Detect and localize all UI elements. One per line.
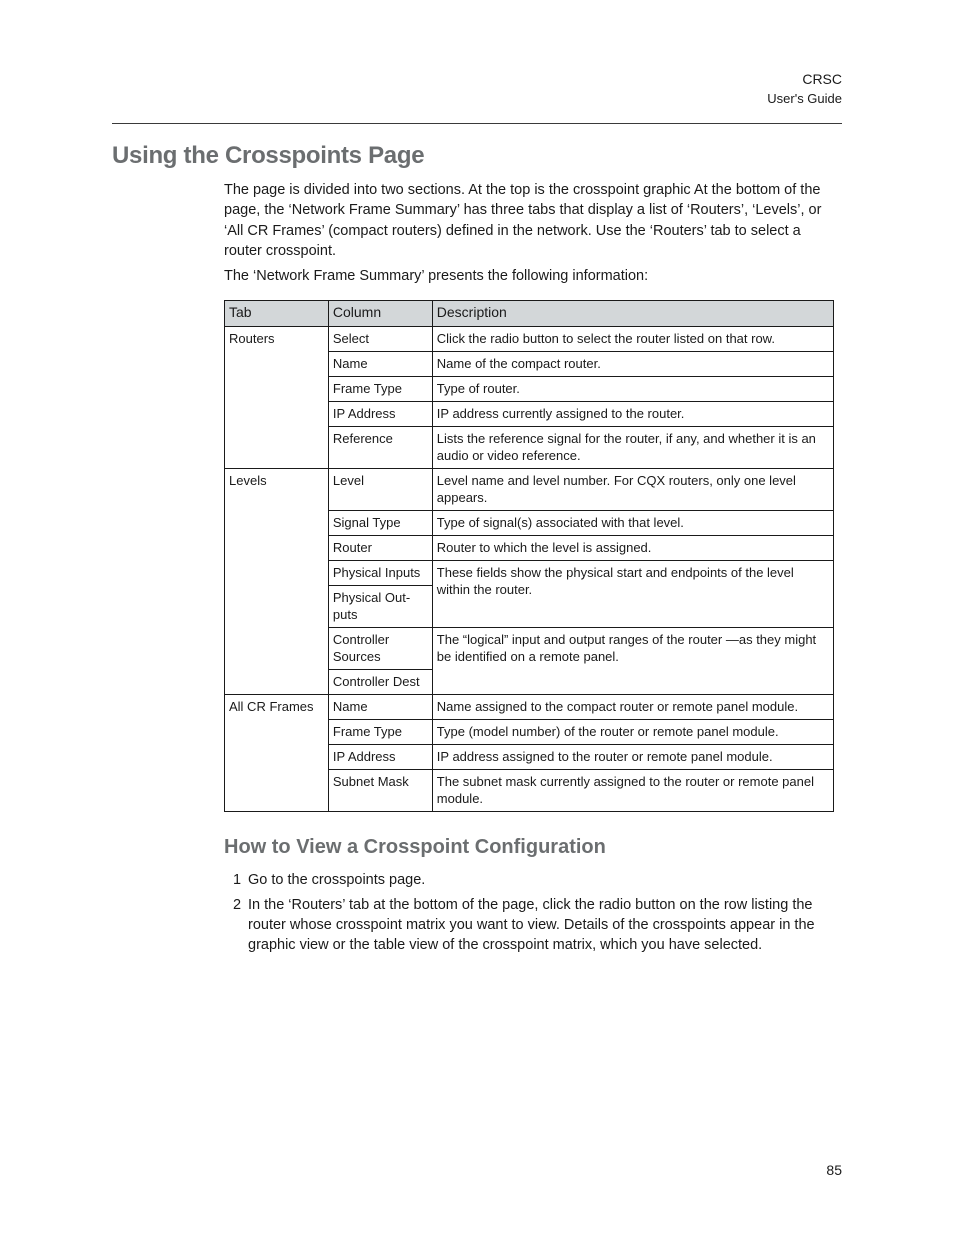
- step-text: In the ‘Routers’ tab at the bottom of the page, click the radio button on the row listing the router whose crosspoint matrix you want to view. Details of the crosspoints appear in the graphic view or the table view of the crosspoint matrix, which you have selected.: [248, 897, 815, 953]
- section-title: Using the Crosspoints Page: [112, 142, 425, 169]
- steps-list: [224, 870, 834, 960]
- column-cell: IP Address: [328, 402, 432, 427]
- header-tab: Tab: [225, 301, 329, 327]
- tab-cell-all-cr-frames: All CR Frames: [225, 695, 329, 812]
- running-header: [767, 70, 842, 109]
- description-cell: Type of router.: [432, 377, 833, 402]
- description-cell: Router to which the level is assigned.: [432, 536, 833, 561]
- column-cell: Frame Type: [328, 720, 432, 745]
- description-cell: These fields show the physical start and endpoints of the level within the router.: [432, 561, 833, 628]
- header-rule: [112, 123, 842, 124]
- description-cell: The “logical” input and output ranges of the router —as they might be identified on a remote panel.: [432, 628, 833, 695]
- header-doc-title: User's Guide: [767, 91, 842, 106]
- table-row: [225, 695, 834, 720]
- tab-cell-routers: Routers: [225, 327, 329, 469]
- subsection-title: How to View a Crosspoint Configuration: [224, 836, 606, 858]
- description-cell: IP address assigned to the router or remote panel module.: [432, 745, 833, 770]
- description-cell: Click the radio button to select the router listed on that row.: [432, 327, 833, 352]
- step-text: Go to the crosspoints page.: [248, 872, 426, 888]
- column-cell: Level: [328, 469, 432, 511]
- column-cell: Reference: [328, 427, 432, 469]
- header-column: Column: [328, 301, 432, 327]
- header-description: Description: [432, 301, 833, 327]
- description-cell: The subnet mask currently assigned to the router or remote panel module.: [432, 770, 833, 812]
- tab-cell-levels: Levels: [225, 469, 329, 695]
- description-cell: Lists the reference signal for the router, if any, and whether it is an audio or video reference.: [432, 427, 833, 469]
- table-row: [225, 469, 834, 511]
- header-product: CRSC: [802, 71, 842, 87]
- description-cell: Name of the compact router.: [432, 352, 833, 377]
- step-number: 1: [233, 872, 242, 888]
- network-frame-summary-table: [224, 300, 834, 812]
- column-cell: Router: [328, 536, 432, 561]
- step-item: [224, 870, 834, 890]
- description-cell: Name assigned to the compact router or remote panel module.: [432, 695, 833, 720]
- step-number: 2: [233, 897, 242, 913]
- column-cell: Subnet Mask: [328, 770, 432, 812]
- column-cell: Signal Type: [328, 511, 432, 536]
- description-cell: IP address currently assigned to the router.: [432, 402, 833, 427]
- column-cell: Name: [328, 695, 432, 720]
- column-cell: Frame Type: [328, 377, 432, 402]
- column-cell: Controller Sources: [328, 628, 432, 670]
- column-cell: Physical Out-puts: [328, 586, 432, 628]
- intro-paragraph: The page is divided into two sections. At the top is the crosspoint graphic At the bottom of the page, the ‘Network Frame Summary’ has three tabs that display a list of ‘Routers’, ‘Levels’, or ‘All CR Frames’ (compact routers) defined in the network. Use the ‘Routers’ tab to select a router crosspoint.: [224, 182, 822, 259]
- table-row: [225, 327, 834, 352]
- step-item: [224, 895, 834, 955]
- column-cell: Select: [328, 327, 432, 352]
- table-header-row: [225, 301, 834, 327]
- column-cell: Controller Dest: [328, 670, 432, 695]
- description-cell: Type of signal(s) associated with that level.: [432, 511, 833, 536]
- column-cell: IP Address: [328, 745, 432, 770]
- description-cell: Type (model number) of the router or remote panel module.: [432, 720, 833, 745]
- column-cell: Physical Inputs: [328, 561, 432, 586]
- page-number: 85: [826, 1162, 842, 1178]
- column-cell: Name: [328, 352, 432, 377]
- description-cell: Level name and level number. For CQX routers, only one level appears.: [432, 469, 833, 511]
- lead-paragraph: The ‘Network Frame Summary’ presents the following information:: [224, 268, 649, 284]
